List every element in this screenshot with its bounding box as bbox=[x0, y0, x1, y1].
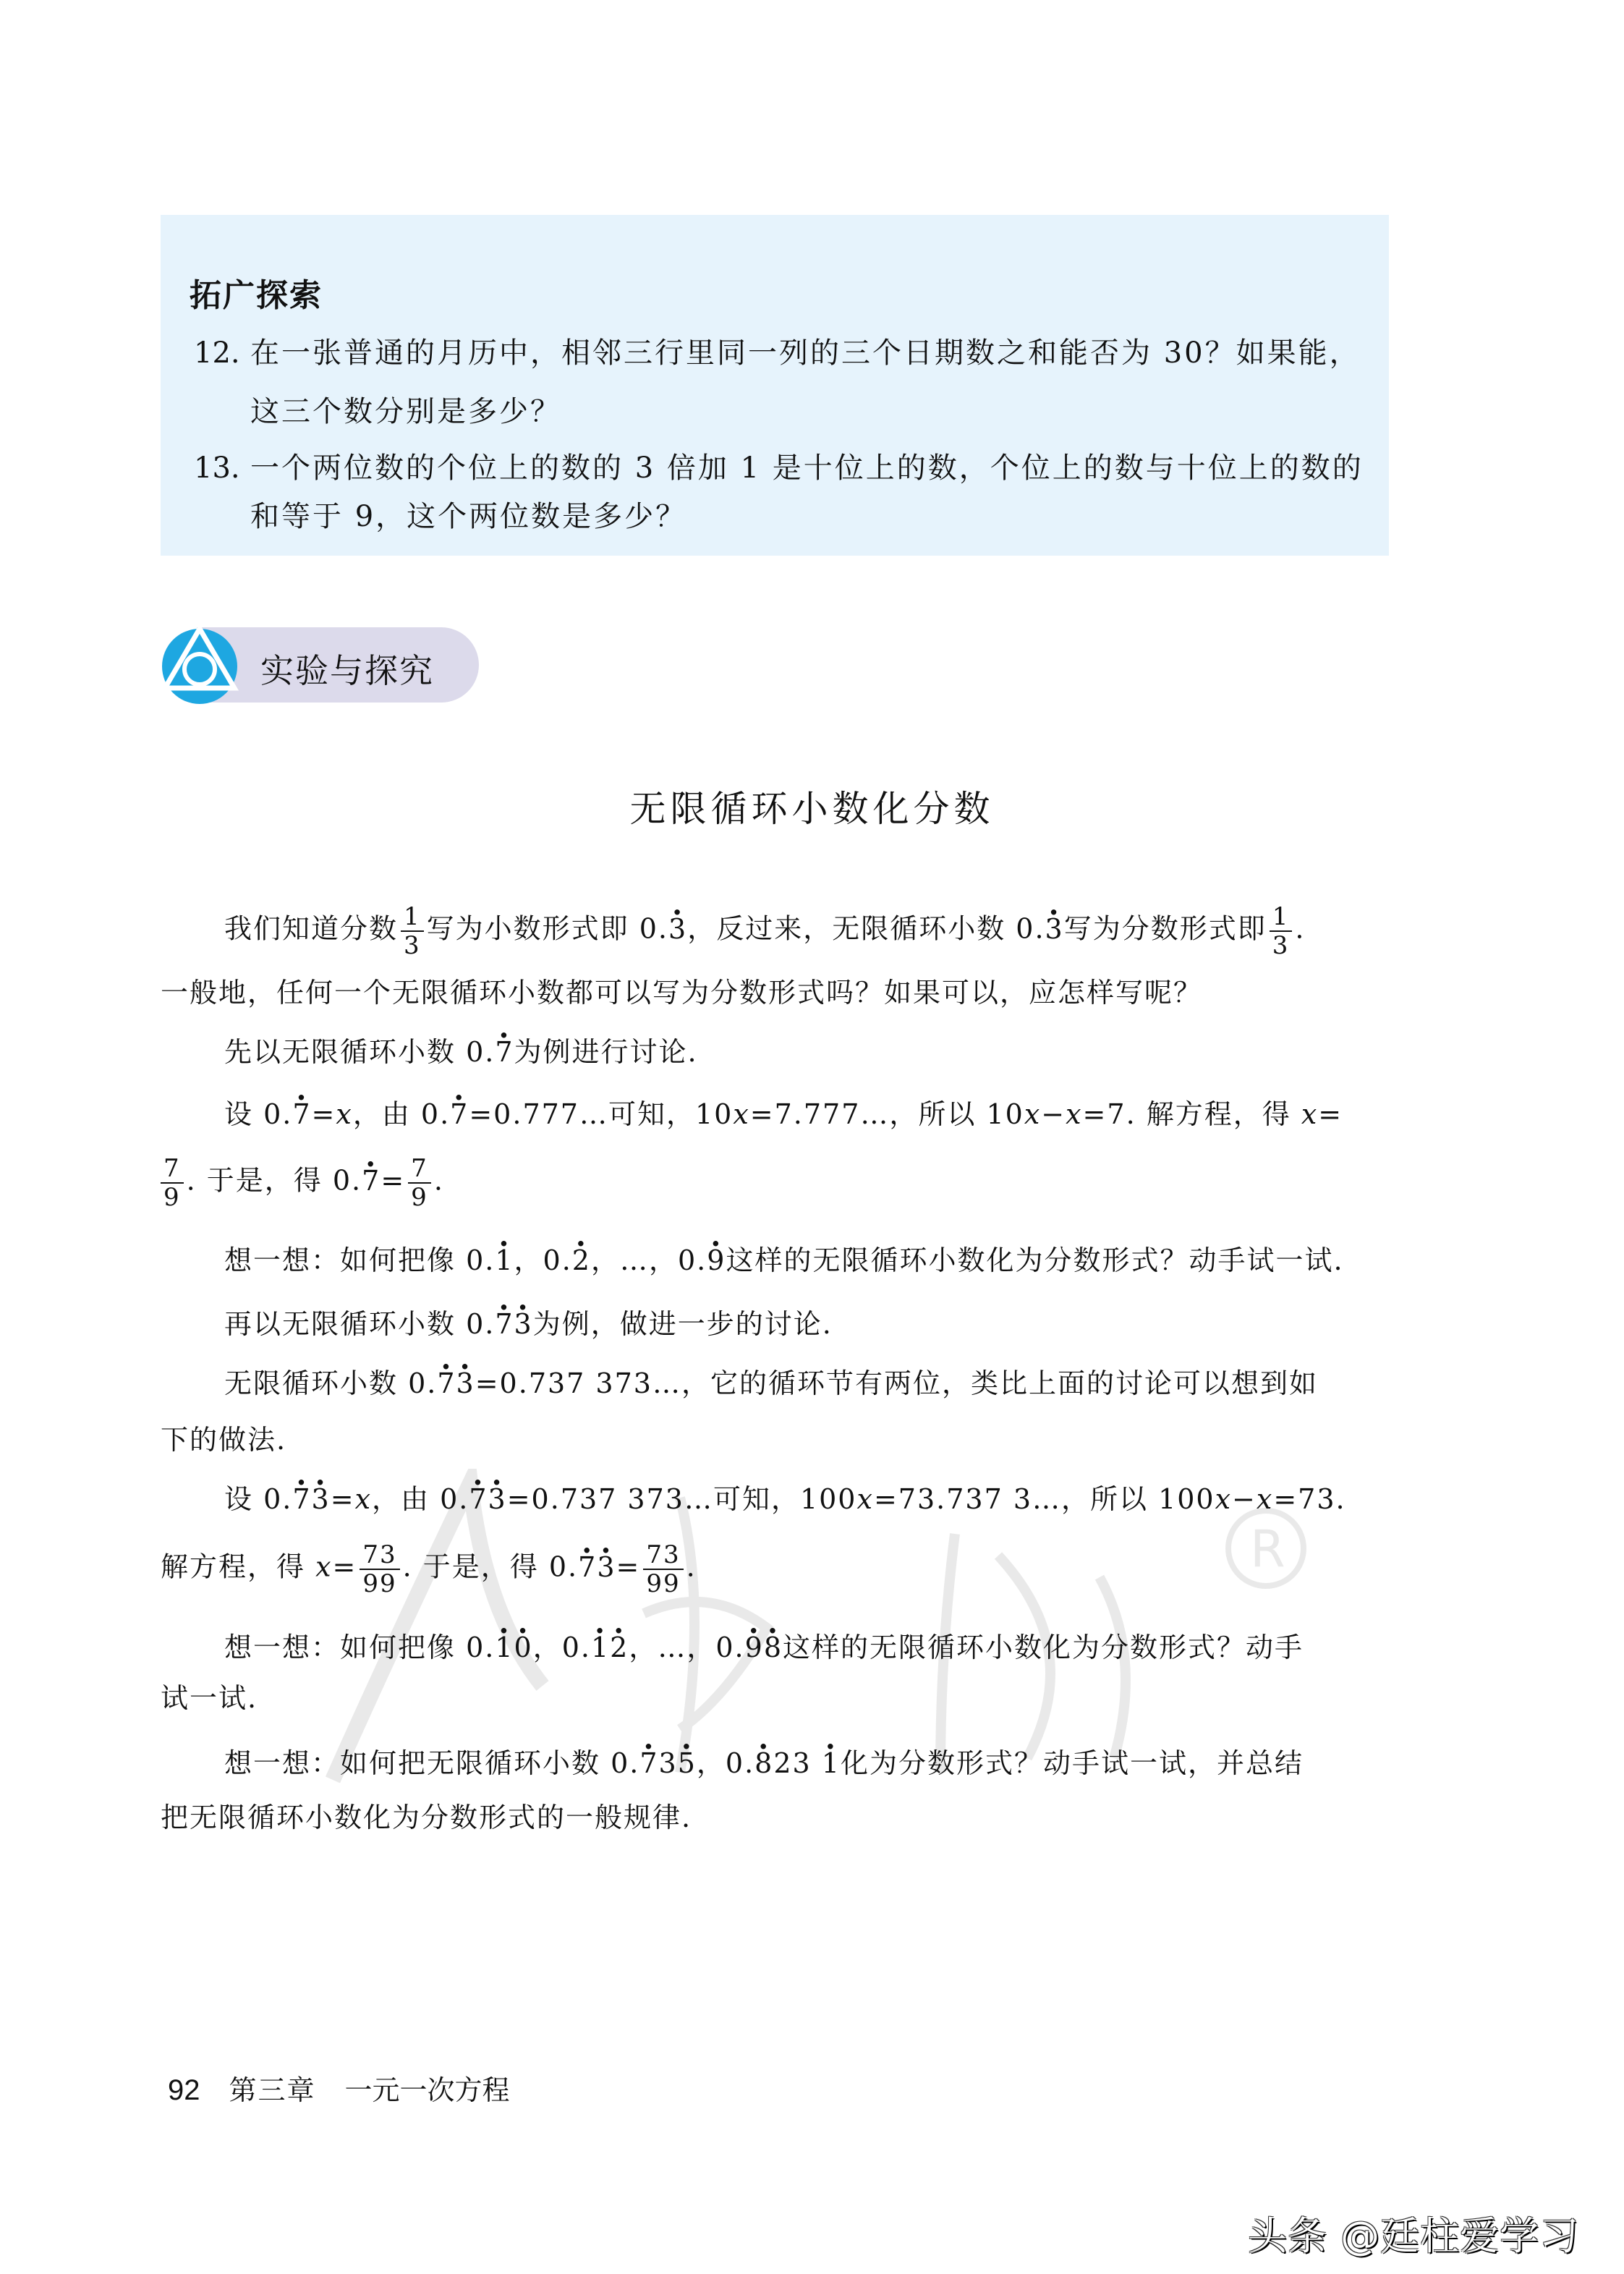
question-13-line2: 和等于 9，这个两位数是多少？ bbox=[250, 500, 687, 533]
think-prompt-2-line1: 想一想：如何把像 0.· 1· 0，0.· 1· 2，…，0.· 9· 8这样的无限循环小数化为分数形式？动手 bbox=[161, 1632, 1454, 1663]
fraction: $\frac{1}{3}$ bbox=[1270, 904, 1293, 958]
question-number: 12. bbox=[194, 336, 240, 370]
paragraph-3-line2: $\frac{7}{9}$ . 于是，得 0.· 7= $\frac{7}{9}$ . bbox=[161, 1156, 1390, 1210]
paragraph-6-line2: 解方程，得 x= $\frac{73}{99}$ . 于是，得 0.· 7· 3= $\frac{73}{99}$ . bbox=[161, 1543, 1390, 1596]
question-number: 13. bbox=[194, 451, 240, 485]
page-footer bbox=[168, 2068, 510, 2108]
svg-text:R: R bbox=[1250, 1519, 1285, 1579]
chapter-label: 第三章 bbox=[229, 2074, 316, 2106]
paragraph-2: 先以无限循环小数 0.· 7为例进行讨论. bbox=[161, 1036, 1454, 1068]
source-watermark: 头条 @廷柱爱学习 bbox=[1248, 2213, 1580, 2259]
think-prompt-3-line1: 想一想：如何把无限循环小数 0.· 73· 5，0.· 823 · 1化为分数形式？动手试一试，并总结 bbox=[161, 1747, 1454, 1779]
question-13-line1: 13. 一个两位数的个位上的数的 3 倍加 1 是十位上的数，个位上的数与十位上的数的 bbox=[194, 451, 1364, 485]
paragraph-1-line1: 我们知道分数 $\frac{1}{3}$ 写为小数形式即 0.· 3，反过来，无限循环小数 0.· 3写为分数形式即 $\frac{1}{3}$ . bbox=[161, 904, 1454, 958]
paragraph-3-line1: 设 0.· 7=x，由 0.· 7=0.777…可知，10x=7.777…，所以 10x−x=7. 解方程，得 x= bbox=[161, 1098, 1454, 1130]
triangle-circle-icon bbox=[161, 627, 239, 705]
think-prompt-2-line2: 试一试. bbox=[161, 1682, 258, 1714]
article-title: 无限循环小数化分数 bbox=[629, 788, 995, 830]
paragraph-5-line2: 下的做法. bbox=[161, 1424, 287, 1456]
page-number: 92 bbox=[168, 2074, 200, 2106]
fraction: $\frac{73}{99}$ bbox=[643, 1543, 683, 1596]
think-prompt-1: 想一想：如何把像 0.· 1，0.· 2，…，0.· 9这样的无限循环小数化为分数形式？动手试一试. bbox=[161, 1244, 1454, 1276]
publisher-watermark-icon bbox=[304, 1469, 1389, 1787]
chapter-title: 一元一次方程 bbox=[344, 2074, 510, 2106]
paragraph-6-line1: 设 0.· 7· 3=x，由 0.· 7· 3=0.737 373…可知，100x=73.737 3…，所以 100x−x=73. bbox=[161, 1483, 1454, 1515]
paragraph-1-line2: 一般地，任何一个无限循环小数都可以写为分数形式吗？如果可以，应怎样写呢？ bbox=[161, 977, 1203, 1009]
paragraph-4: 再以无限循环小数 0.· 7· 3为例，做进一步的讨论. bbox=[161, 1308, 1454, 1340]
think-prompt-3-line2: 把无限循环小数化为分数形式的一般规律. bbox=[161, 1802, 692, 1833]
banner-label: 实验与探究 bbox=[260, 651, 434, 690]
fraction: $\frac{73}{99}$ bbox=[360, 1543, 399, 1596]
fraction: $\frac{7}{9}$ bbox=[161, 1156, 184, 1210]
question-12-line1: 12. 在一张普通的月历中，相邻三行里同一列的三个日期数之和能否为 30？如果能， bbox=[194, 336, 1361, 370]
question-12-line2: 这三个数分别是多少？ bbox=[250, 395, 561, 428]
fraction: $\frac{1}{3}$ bbox=[401, 904, 424, 958]
paragraph-5-line1: 无限循环小数 0.· 7· 3=0.737 373…，它的循环节有两位，类比上面的讨论可以想到如 bbox=[161, 1367, 1454, 1399]
fraction: $\frac{7}{9}$ bbox=[408, 1156, 431, 1210]
extension-title: 拓广探索 bbox=[190, 277, 323, 314]
section-banner bbox=[161, 627, 479, 703]
